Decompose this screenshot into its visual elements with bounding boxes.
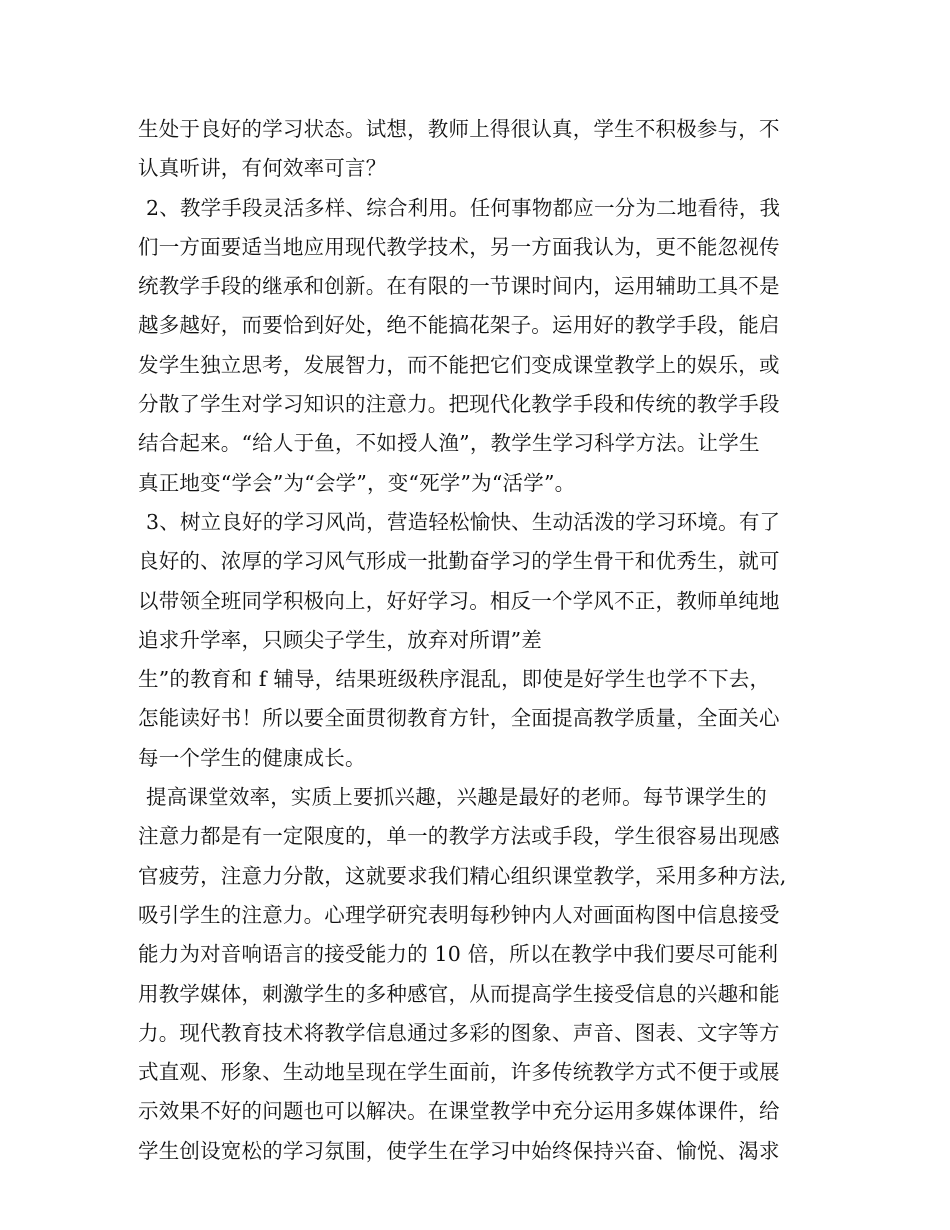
text-line: 生处于良好的学习状态。试想，教师上得很认真，学生不积极参与，不 [138,117,780,141]
text-line: 结合起来。“给人于鱼，不如授人渔”，教学生学习科学方法。让学生 [138,431,760,456]
text-line: 示效果不好的问题也可以解决。在课堂教学中充分运用多媒体课件，给 [138,1099,780,1124]
text-line: 以带领全班同学积极向上，好好学习。相反一个学风不正，教师单纯地 [138,588,780,613]
text-line: 力。现代教育技术将教学信息通过多彩的图象、声音、图表、文字等方 [138,1020,780,1045]
text-line: 越多越好，而要恰到好处，绝不能搞花架子。运用好的教学手段，能启 [138,313,780,338]
text-line: 追求升学率，只顾尖子学生，放弃对所谓”差 [138,627,542,652]
text-line: 能力为对音响语言的接受能力的 10 倍，所以在教学中我们要尽可能利 [138,942,779,967]
text-line: 生”的教育和 f 辅导，结果班级秩序混乱，即使是好学生也学不下去， [138,667,771,692]
text-line: 学生创设宽松的学习氛围，使学生在学习中始终保持兴奋、愉悦、渴求 [138,1138,780,1163]
text-line: 吸引学生的注意力。心理学研究表明每秒钟内人对画面构图中信息接受 [138,902,780,927]
text-line: 式直观、形象、生动地呈现在学生面前，许多传统教学方式不便于或展 [138,1060,780,1085]
text-line: 认真听讲，有何效率可言？ [138,156,387,181]
text-line: 2、教学手段灵活多样、综合利用。任何事物都应一分为二地看待，我 [146,195,781,220]
text-line: 们一方面要适当地应用现代教学技术，另一方面我认为，更不能忽视传 [138,234,780,259]
text-line: 注意力都是有一定限度的，单一的教学方法或手段，学生很容易出现感 [138,824,780,849]
text-line: 分散了学生对学习知识的注意力。把现代化教学手段和传统的教学手段 [138,392,780,417]
text-line: 提高课堂效率，实质上要抓兴趣，兴趣是最好的老师。每节课学生的 [146,785,767,810]
body-text [138,110,828,1171]
text-line: 良好的、浓厚的学习风气形成一批勤奋学习的学生骨干和优秀生，就可 [138,549,780,574]
text-line: 统教学手段的继承和创新。在有限的一节课时间内，运用辅助工具不是 [138,274,780,299]
text-line: 怎能读好书！所以要全面贯彻教育方针，全面提高教学质量，全面关心 [138,706,780,731]
text-line: 每一个学生的健康成长。 [138,745,366,770]
text-line: 用教学媒体，刺激学生的多种感官，从而提高学生接受信息的兴趣和能 [138,981,780,1006]
text-line: 真正地变“学会”为“会学”，变“死学”为“活学”。 [138,470,576,495]
text-line: 发学生独立思考，发展智力，而不能把它们变成课堂教学上的娱乐，或 [138,352,780,377]
text-line: 官疲劳，注意力分散，这就要求我们精心组织课堂教学，采用多种方法, [138,863,787,888]
text-line: 3、树立良好的学习风尚，营造轻松愉快、生动活泼的学习环境。有了 [146,509,781,534]
